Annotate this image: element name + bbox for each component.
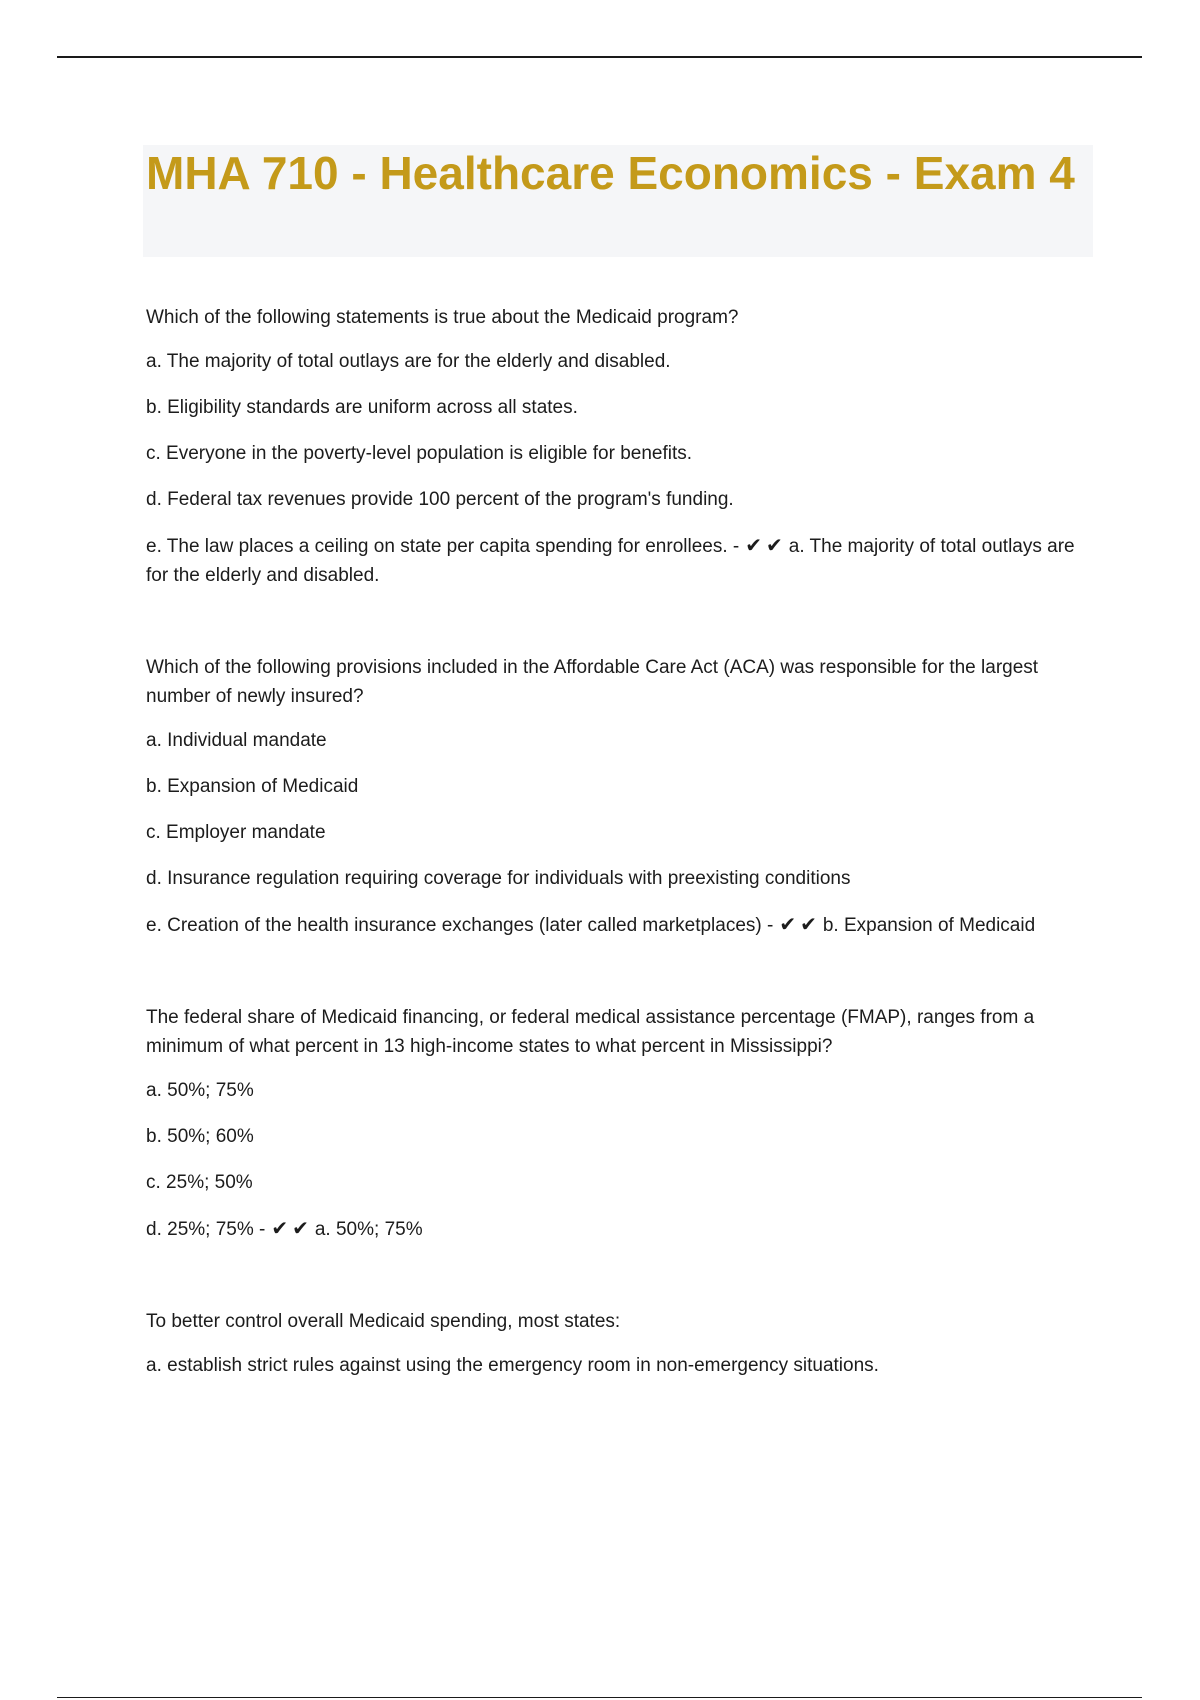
option-c: c. Employer mandate bbox=[146, 822, 326, 843]
document-body bbox=[146, 303, 1096, 1443]
question-text: Which of the following provisions included in the Affordable Care Act (ACA) was responsible for the largest number of newly insured? bbox=[146, 657, 1039, 707]
option-e: e. Creation of the health insurance exchanges (later called marketplaces) - bbox=[146, 915, 774, 936]
question-block-1 bbox=[146, 303, 1096, 590]
option-c: c. Everyone in the poverty-level population is eligible for benefits. bbox=[146, 443, 693, 464]
question-block-4 bbox=[146, 1307, 1096, 1380]
option-d-with-answer bbox=[146, 1214, 1096, 1244]
question-text: The federal share of Medicaid financing, or federal medical assistance percentage (FMAP), ranges from a minimum of what percent in 13 high-income states to what percent in Mississippi? bbox=[146, 1007, 1035, 1057]
page-title: MHA 710 - Healthcare Economics - Exam 4 bbox=[146, 147, 1075, 199]
option-a: a. The majority of total outlays are for the elderly and disabled. bbox=[146, 351, 671, 372]
double-check-icon: ✔✔ bbox=[745, 533, 787, 557]
question-block-3 bbox=[146, 1003, 1096, 1244]
top-divider bbox=[57, 56, 1142, 58]
question-text: To better control overall Medicaid spending, most states: bbox=[146, 1311, 621, 1332]
answer-text: b. Expansion of Medicaid bbox=[822, 915, 1036, 936]
double-check-icon: ✔✔ bbox=[779, 912, 821, 936]
option-e: e. The law places a ceiling on state per capita spending for enrollees. - bbox=[146, 536, 740, 557]
option-a: a. Individual mandate bbox=[146, 730, 327, 751]
question-block-2 bbox=[146, 653, 1096, 940]
option-b: b. Expansion of Medicaid bbox=[146, 776, 359, 797]
option-d: d. Federal tax revenues provide 100 percent of the program's funding. bbox=[146, 489, 734, 510]
option-c: c. 25%; 50% bbox=[146, 1172, 253, 1193]
answer-text: a. 50%; 75% bbox=[314, 1219, 423, 1240]
bottom-divider bbox=[57, 1697, 1142, 1698]
double-check-icon: ✔✔ bbox=[271, 1216, 313, 1240]
question-text: Which of the following statements is true about the Medicaid program? bbox=[146, 307, 739, 328]
answer-text: a. The majority of total outlays are for the elderly and disabled. bbox=[146, 536, 1075, 586]
option-e-with-answer bbox=[146, 910, 1096, 940]
option-b: b. Eligibility standards are uniform across all states. bbox=[146, 397, 578, 418]
option-b: b. 50%; 60% bbox=[146, 1126, 254, 1147]
option-a: a. establish strict rules against using the emergency room in non-emergency situations. bbox=[146, 1355, 879, 1376]
option-d: d. Insurance regulation requiring coverage for individuals with preexisting conditions bbox=[146, 868, 851, 889]
option-d: d. 25%; 75% - bbox=[146, 1219, 266, 1240]
option-e-with-answer bbox=[146, 531, 1096, 590]
option-a: a. 50%; 75% bbox=[146, 1080, 254, 1101]
